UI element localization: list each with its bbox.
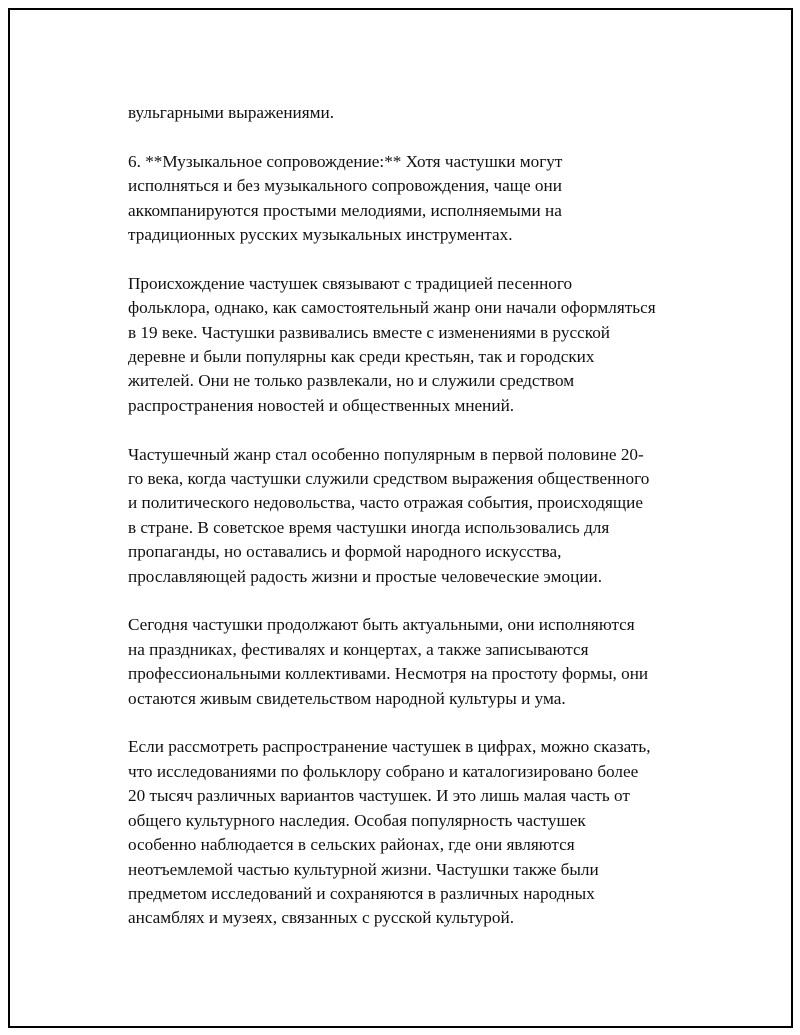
page-content xyxy=(128,101,708,955)
paragraph-origin: Происхождение частушек связывают с традицией песенного фольклора, однако, как самостоятельный жанр они начали оформляться в 19 веке. Частушки развивались вместе с изменениями в русской деревне и были популярны как среди крестьян, так и городских жителей. Они не только развлекали, но и служили средством распространения новостей и общественных мнений. xyxy=(128,273,656,415)
paragraph-musical-accompaniment: 6. **Музыкальное сопровождение:** Хотя частушки могут исполняться и без музыкального сопровождения, чаще они аккомпанируются простыми мелодиями, исполняемыми на традиционных русских музыкальных инструментах. xyxy=(128,151,563,245)
paragraph-statistics: Если рассмотреть распространение частушек в цифрах, можно сказать, что исследованиями по фольклору собрано и каталогизировано более 20 тысяч различных вариантов частушек. И это лишь малая часть от общего культурного наследия. Особая популярность частушек особенно наблюдается в сельских районах, где они являются неотъемлемой частью культурной жизни. Частушки также были предметом исследований и сохраняются в различных народных ансамблях и музеях, связанных с русской культурой. xyxy=(128,737,651,928)
paragraph-continuation: вульгарными выражениями. xyxy=(128,103,335,122)
paragraph-today: Сегодня частушки продолжают быть актуальными, они исполняются на праздниках, фестивалях и концертах, а также записываются профессиональными коллективами. Несмотря на простоту формы, они остаются живым свидетельством народной культуры и ума. xyxy=(128,615,649,708)
page-frame xyxy=(8,8,793,1028)
paragraph-twentieth-century: Частушечный жанр стал особенно популярным в первой половине 20- го века, когда частушки служили средством выражения общественного и политического недовольства, часто отражая события, происходящие в стране. В советское время частушки иногда использовались для пропаганды, но оставались и формой народного искусства, прославляющей радость жизни и простые человеческие эмоции. xyxy=(128,444,650,586)
